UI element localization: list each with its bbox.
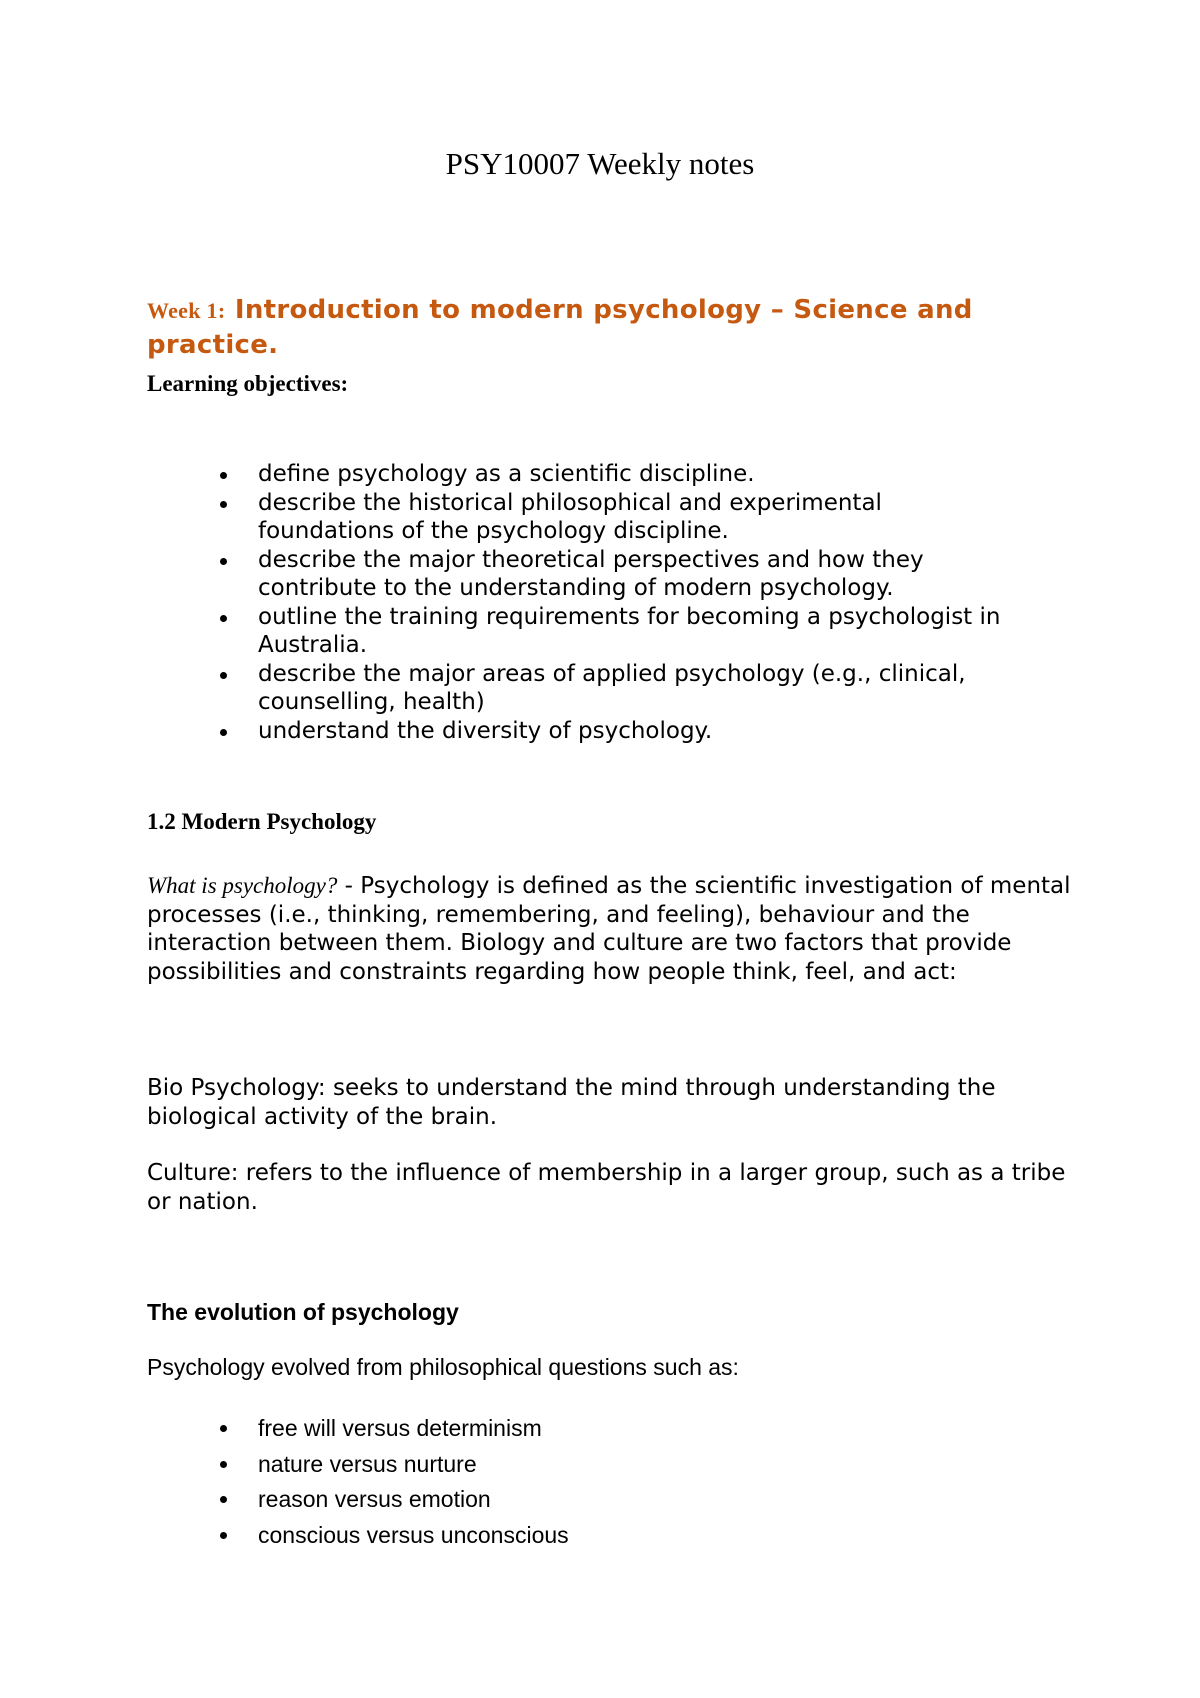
list-item: nature versus nurture (0, 1447, 1018, 1483)
bullet-icon (220, 1461, 227, 1468)
list-item: describe the major theoretical perspectives and how they contribute to the understanding of modern psychology. (0, 546, 1018, 603)
bullet-icon (220, 472, 227, 479)
list-item: free will versus determinism (0, 1411, 1018, 1447)
list-item: conscious versus unconscious (0, 1518, 1018, 1554)
list-item: understand the diversity of psychology. (0, 717, 1018, 746)
learning-objectives-list (0, 460, 1018, 745)
bullet-icon (220, 501, 227, 508)
document-title: PSY10007 Weekly notes (445, 146, 755, 181)
list-item: describe the major areas of applied psychology (e.g., clinical, counselling, health) (0, 660, 1018, 717)
week-title: Introduction to modern psychology – Science and practice. (147, 295, 973, 360)
list-item: reason versus emotion (0, 1482, 1018, 1518)
bullet-icon (220, 1425, 227, 1432)
list-item: outline the training requirements for becoming a psychologist in Australia. (0, 603, 1018, 660)
evolution-intro: Psychology evolved from philosophical questions such as: (147, 1354, 739, 1380)
evolution-heading: The evolution of psychology (147, 1299, 459, 1325)
list-item: describe the historical philosophical and experimental foundations of the psychology discipline. (0, 489, 1018, 546)
bullet-icon (220, 1532, 227, 1539)
week-heading (147, 293, 1067, 362)
bio-psychology-paragraph: Bio Psychology: seeks to understand the mind through understanding the biological activity of the brain. (147, 1075, 996, 1130)
philosophical-questions-list (0, 1411, 1018, 1553)
week-label: Week 1: (147, 298, 226, 323)
psychology-question: What is psychology? (147, 873, 338, 898)
bullet-icon (220, 558, 227, 565)
psychology-definition-paragraph (147, 872, 1077, 986)
learning-objectives-heading: Learning objectives: (147, 371, 349, 396)
culture-paragraph: Culture: refers to the influence of membership in a larger group, such as a tribe or nation. (147, 1160, 1066, 1215)
bullet-icon (220, 1496, 227, 1503)
modern-psychology-heading: 1.2 Modern Psychology (147, 809, 377, 834)
bullet-icon (220, 672, 227, 679)
list-item: define psychology as a scientific discipline. (0, 460, 1018, 489)
psychology-definition: - Psychology is defined as the scientific investigation of mental processes (i.e., thinking, remembering, and feeling), behaviour and the interaction between them. Biology and culture are two factors that provide possibilities and constraints regarding how people think, feel, and act: (147, 873, 1071, 985)
bullet-icon (220, 729, 227, 736)
bullet-icon (220, 615, 227, 622)
